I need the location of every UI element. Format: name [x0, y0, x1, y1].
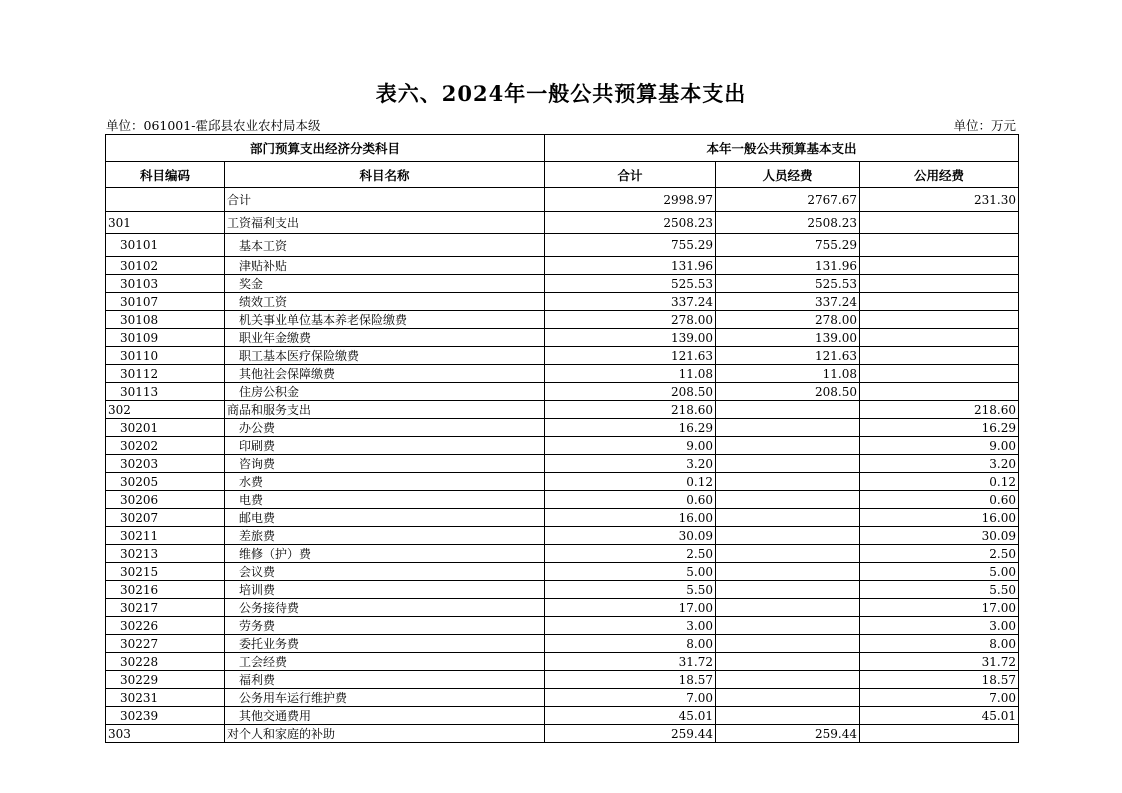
cell-name: 印刷费 — [225, 437, 545, 455]
table-row — [106, 707, 1019, 725]
cell-code: 30201 — [106, 419, 225, 437]
cell-public — [860, 347, 1019, 365]
cell-public: 3.00 — [860, 617, 1019, 635]
cell-personnel — [716, 617, 860, 635]
cell-name: 电费 — [225, 491, 545, 509]
header-basic-expenditure: 本年一般公共预算基本支出 — [545, 135, 1019, 162]
table-row — [106, 545, 1019, 563]
cell-personnel — [716, 545, 860, 563]
cell-personnel — [716, 491, 860, 509]
cell-name: 咨询费 — [225, 455, 545, 473]
cell-public: 18.57 — [860, 671, 1019, 689]
table-row — [106, 563, 1019, 581]
unit-currency-label: 单位：万元 — [953, 118, 1016, 133]
cell-total: 0.12 — [545, 473, 716, 491]
cell-code: 303 — [106, 725, 225, 743]
cell-total: 3.00 — [545, 617, 716, 635]
cell-total: 5.50 — [545, 581, 716, 599]
cell-name: 其他社会保障缴费 — [225, 365, 545, 383]
cell-total: 218.60 — [545, 401, 716, 419]
cell-code: 30107 — [106, 293, 225, 311]
cell-public: 17.00 — [860, 599, 1019, 617]
cell-name: 福利费 — [225, 671, 545, 689]
cell-personnel: 337.24 — [716, 293, 860, 311]
cell-personnel: 121.63 — [716, 347, 860, 365]
cell-public — [860, 234, 1019, 257]
cell-public — [860, 383, 1019, 401]
table-row — [106, 188, 1019, 212]
cell-personnel — [716, 689, 860, 707]
column-header-code: 科目编码 — [106, 162, 225, 188]
cell-code: 30108 — [106, 311, 225, 329]
cell-total: 2508.23 — [545, 212, 716, 234]
cell-total: 2.50 — [545, 545, 716, 563]
cell-code: 30213 — [106, 545, 225, 563]
unit-department-label: 单位：061001-霍邱县农业农村局本级 — [106, 118, 321, 133]
cell-total: 7.00 — [545, 689, 716, 707]
cell-personnel — [716, 581, 860, 599]
cell-public — [860, 275, 1019, 293]
table-row — [106, 653, 1019, 671]
table-row — [106, 473, 1019, 491]
cell-total: 9.00 — [545, 437, 716, 455]
cell-public — [860, 293, 1019, 311]
table-row — [106, 581, 1019, 599]
table-row — [106, 311, 1019, 329]
cell-public: 16.29 — [860, 419, 1019, 437]
cell-personnel: 139.00 — [716, 329, 860, 347]
cell-personnel — [716, 563, 860, 581]
cell-code — [106, 188, 225, 212]
column-header-public: 公用经费 — [860, 162, 1019, 188]
cell-public: 5.50 — [860, 581, 1019, 599]
cell-total: 278.00 — [545, 311, 716, 329]
cell-name: 工会经费 — [225, 653, 545, 671]
cell-name: 公务用车运行维护费 — [225, 689, 545, 707]
table-row — [106, 234, 1019, 257]
cell-code: 302 — [106, 401, 225, 419]
cell-total: 121.63 — [545, 347, 716, 365]
cell-total: 16.00 — [545, 509, 716, 527]
table-row — [106, 212, 1019, 234]
cell-total: 525.53 — [545, 275, 716, 293]
budget-table — [105, 134, 1019, 743]
cell-personnel: 755.29 — [716, 234, 860, 257]
cell-personnel — [716, 707, 860, 725]
page-title: 表六、2024年一般公共预算基本支出 — [375, 81, 747, 106]
cell-name: 委托业务费 — [225, 635, 545, 653]
cell-name: 奖金 — [225, 275, 545, 293]
cell-personnel: 208.50 — [716, 383, 860, 401]
cell-code: 30239 — [106, 707, 225, 725]
cell-total: 45.01 — [545, 707, 716, 725]
header-column-row — [106, 162, 1019, 188]
cell-public: 8.00 — [860, 635, 1019, 653]
table-body — [106, 188, 1019, 743]
cell-total: 11.08 — [545, 365, 716, 383]
cell-personnel — [716, 401, 860, 419]
cell-total: 139.00 — [545, 329, 716, 347]
cell-personnel — [716, 419, 860, 437]
column-header-name: 科目名称 — [225, 162, 545, 188]
cell-code: 30101 — [106, 234, 225, 257]
cell-name: 机关事业单位基本养老保险缴费 — [225, 311, 545, 329]
cell-personnel — [716, 635, 860, 653]
cell-public: 7.00 — [860, 689, 1019, 707]
cell-code: 30202 — [106, 437, 225, 455]
cell-total: 131.96 — [545, 257, 716, 275]
cell-name: 邮电费 — [225, 509, 545, 527]
table-row — [106, 383, 1019, 401]
cell-name: 合计 — [225, 188, 545, 212]
cell-total: 0.60 — [545, 491, 716, 509]
cell-code: 30203 — [106, 455, 225, 473]
cell-public: 30.09 — [860, 527, 1019, 545]
cell-public — [860, 311, 1019, 329]
cell-code: 30231 — [106, 689, 225, 707]
cell-name: 劳务费 — [225, 617, 545, 635]
cell-total: 208.50 — [545, 383, 716, 401]
cell-public: 3.20 — [860, 455, 1019, 473]
cell-code: 30112 — [106, 365, 225, 383]
cell-name: 津贴补贴 — [225, 257, 545, 275]
cell-total: 18.57 — [545, 671, 716, 689]
cell-name: 公务接待费 — [225, 599, 545, 617]
table-row — [106, 599, 1019, 617]
cell-name: 维修（护）费 — [225, 545, 545, 563]
cell-total: 8.00 — [545, 635, 716, 653]
cell-code: 30211 — [106, 527, 225, 545]
table-row — [106, 455, 1019, 473]
cell-personnel — [716, 509, 860, 527]
column-header-total: 合计 — [545, 162, 716, 188]
cell-public: 9.00 — [860, 437, 1019, 455]
table-row — [106, 329, 1019, 347]
cell-total: 30.09 — [545, 527, 716, 545]
table-row — [106, 689, 1019, 707]
cell-code: 30109 — [106, 329, 225, 347]
cell-code: 30227 — [106, 635, 225, 653]
cell-total: 2998.97 — [545, 188, 716, 212]
table-row — [106, 491, 1019, 509]
cell-name: 办公费 — [225, 419, 545, 437]
cell-public: 2.50 — [860, 545, 1019, 563]
cell-total: 755.29 — [545, 234, 716, 257]
cell-name: 职工基本医疗保险缴费 — [225, 347, 545, 365]
cell-code: 30207 — [106, 509, 225, 527]
cell-public: 16.00 — [860, 509, 1019, 527]
cell-code: 30226 — [106, 617, 225, 635]
cell-personnel — [716, 671, 860, 689]
cell-total: 17.00 — [545, 599, 716, 617]
table-row — [106, 527, 1019, 545]
cell-name: 住房公积金 — [225, 383, 545, 401]
table-row — [106, 347, 1019, 365]
cell-name: 基本工资 — [225, 234, 545, 257]
cell-total: 31.72 — [545, 653, 716, 671]
cell-public: 31.72 — [860, 653, 1019, 671]
cell-code: 30102 — [106, 257, 225, 275]
cell-code: 30229 — [106, 671, 225, 689]
cell-name: 会议费 — [225, 563, 545, 581]
cell-personnel: 11.08 — [716, 365, 860, 383]
cell-code: 30103 — [106, 275, 225, 293]
cell-public — [860, 725, 1019, 743]
table-row — [106, 419, 1019, 437]
cell-personnel — [716, 473, 860, 491]
cell-public — [860, 365, 1019, 383]
cell-public: 231.30 — [860, 188, 1019, 212]
cell-code: 30217 — [106, 599, 225, 617]
cell-personnel: 131.96 — [716, 257, 860, 275]
cell-name: 对个人和家庭的补助 — [225, 725, 545, 743]
table-row — [106, 275, 1019, 293]
table-row — [106, 293, 1019, 311]
cell-code: 30206 — [106, 491, 225, 509]
table-row — [106, 437, 1019, 455]
cell-total: 3.20 — [545, 455, 716, 473]
cell-code: 30205 — [106, 473, 225, 491]
cell-total: 16.29 — [545, 419, 716, 437]
cell-public: 5.00 — [860, 563, 1019, 581]
cell-name: 绩效工资 — [225, 293, 545, 311]
table-row — [106, 725, 1019, 743]
cell-code: 30113 — [106, 383, 225, 401]
cell-personnel: 259.44 — [716, 725, 860, 743]
cell-public: 0.60 — [860, 491, 1019, 509]
cell-public: 0.12 — [860, 473, 1019, 491]
cell-personnel: 278.00 — [716, 311, 860, 329]
cell-code: 30216 — [106, 581, 225, 599]
table-row — [106, 671, 1019, 689]
cell-public — [860, 212, 1019, 234]
cell-personnel — [716, 455, 860, 473]
cell-name: 差旅费 — [225, 527, 545, 545]
cell-code: 30215 — [106, 563, 225, 581]
cell-name: 商品和服务支出 — [225, 401, 545, 419]
cell-personnel — [716, 437, 860, 455]
cell-public — [860, 329, 1019, 347]
cell-code: 30110 — [106, 347, 225, 365]
cell-personnel: 2508.23 — [716, 212, 860, 234]
table-row — [106, 635, 1019, 653]
header-classification: 部门预算支出经济分类科目 — [106, 135, 545, 162]
table-row — [106, 509, 1019, 527]
cell-personnel — [716, 527, 860, 545]
cell-name: 水费 — [225, 473, 545, 491]
cell-personnel — [716, 599, 860, 617]
cell-total: 5.00 — [545, 563, 716, 581]
cell-public: 218.60 — [860, 401, 1019, 419]
cell-name: 其他交通费用 — [225, 707, 545, 725]
cell-total: 337.24 — [545, 293, 716, 311]
cell-personnel: 2767.67 — [716, 188, 860, 212]
cell-name: 工资福利支出 — [225, 212, 545, 234]
table-row — [106, 401, 1019, 419]
header-group-row — [106, 135, 1019, 162]
cell-personnel — [716, 653, 860, 671]
table-row — [106, 365, 1019, 383]
table-row — [106, 257, 1019, 275]
cell-code: 30228 — [106, 653, 225, 671]
column-header-personnel: 人员经费 — [716, 162, 860, 188]
cell-code: 301 — [106, 212, 225, 234]
cell-name: 职业年金缴费 — [225, 329, 545, 347]
cell-name: 培训费 — [225, 581, 545, 599]
cell-public: 45.01 — [860, 707, 1019, 725]
cell-total: 259.44 — [545, 725, 716, 743]
cell-personnel: 525.53 — [716, 275, 860, 293]
cell-public — [860, 257, 1019, 275]
table-row — [106, 617, 1019, 635]
